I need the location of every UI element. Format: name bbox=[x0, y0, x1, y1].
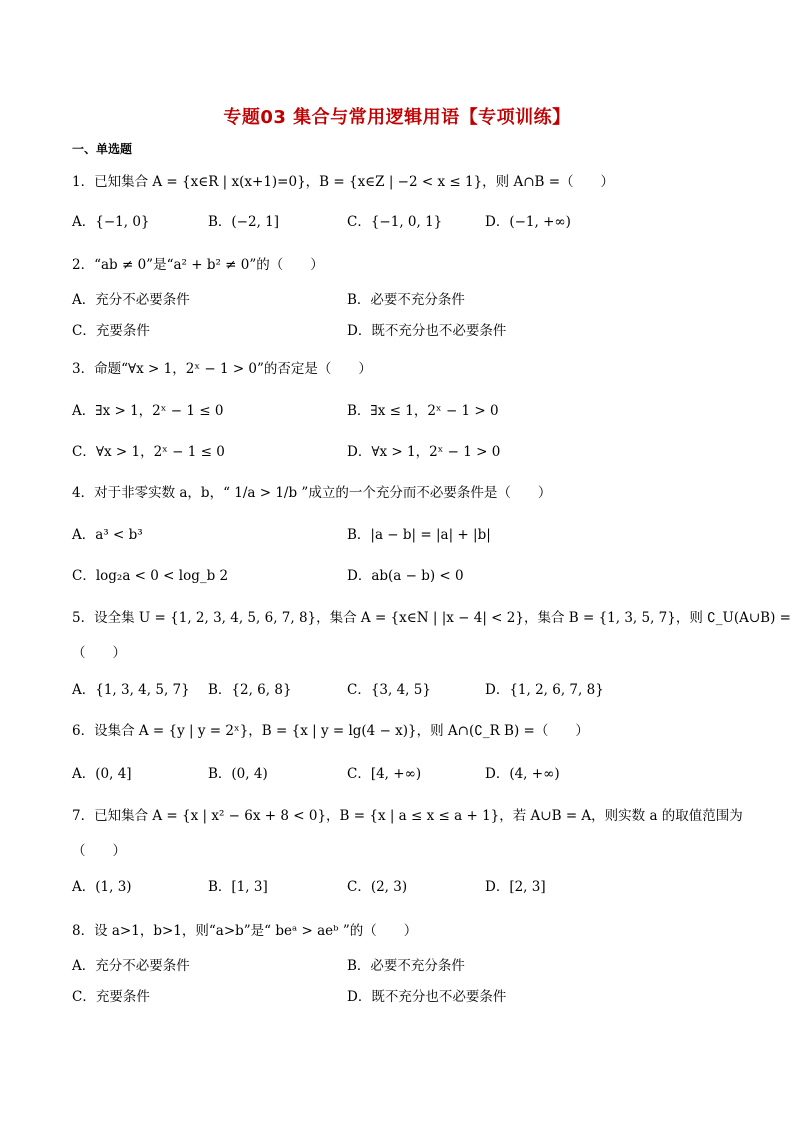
question-4-option-a: A．a³ < b³ bbox=[72, 527, 143, 543]
question-8-option-b: B．必要不充分条件 bbox=[347, 958, 465, 974]
question-1-option-a: A．{−1, 0} bbox=[72, 214, 150, 230]
question-2-option-d: D．既不充分也不必要条件 bbox=[347, 323, 507, 339]
question-4-option-d: D．ab(a − b) < 0 bbox=[347, 568, 464, 584]
question-4-option-b: B．|a − b| = |a| + |b| bbox=[347, 527, 491, 543]
question-1-option-d: D．(−1, +∞) bbox=[485, 214, 571, 230]
question-4-option-c: C．log₂a < 0 < log_b 2 bbox=[72, 568, 229, 584]
question-8-option-a: A．充分不必要条件 bbox=[72, 958, 190, 974]
question-1-option-c: C．{−1, 0, 1} bbox=[347, 214, 443, 230]
question-7-option-a: A．(1, 3) bbox=[72, 879, 132, 895]
question-8-option-d: D．既不充分也不必要条件 bbox=[347, 989, 507, 1005]
question-3-option-b: B．∃x ≤ 1，2ˣ − 1 > 0 bbox=[347, 403, 499, 419]
question-1-stem: 1．已知集合 A = {x∈R | x(x+1)=0}，B = {x∈Z | −2 < x ≤ 1}，则 A∩B =（ ） bbox=[72, 174, 615, 190]
question-3-stem: 3．命题“∀x > 1，2ˣ − 1 > 0”的否定是（ ） bbox=[72, 361, 372, 377]
question-7-option-c: C．(2, 3) bbox=[347, 879, 408, 895]
question-5-stem: 5．设全集 U = {1, 2, 3, 4, 5, 6, 7, 8}，集合 A = {x∈N | |x − 4| < 2}，集合 B = {1, 3, 5, 7}，则 ∁_U(A∪B) = bbox=[72, 610, 791, 626]
question-5-option-d: D．{1, 2, 6, 7, 8} bbox=[485, 682, 604, 698]
question-2-stem: 2．“ab ≠ 0”是“a² + b² ≠ 0”的（ ） bbox=[72, 257, 324, 273]
question-3-option-c: C．∀x > 1，2ˣ − 1 ≤ 0 bbox=[72, 444, 225, 460]
question-2-option-c: C．充要条件 bbox=[72, 323, 150, 339]
question-7-option-b: B．[1, 3] bbox=[208, 879, 268, 895]
question-4-stem: 4．对于非零实数 a，b，“ 1/a > 1/b ”成立的一个充分而不必要条件是（ ） bbox=[72, 485, 552, 501]
section-heading: 一、单选题 bbox=[72, 142, 133, 156]
question-8-option-c: C．充要条件 bbox=[72, 989, 150, 1005]
question-6-option-c: C．[4, +∞) bbox=[347, 766, 422, 782]
question-1-option-b: B．(−2, 1] bbox=[208, 214, 280, 230]
question-6-stem: 6．设集合 A = {y | y = 2ˣ}，B = {x | y = lg(4 − x)}，则 A∩(∁_R B) =（ ） bbox=[72, 723, 589, 739]
question-6-option-a: A．(0, 4] bbox=[72, 766, 132, 782]
question-5-option-b: B．{2, 6, 8} bbox=[208, 682, 292, 698]
page-title: 专题03 集合与常用逻辑用语【专项训练】 bbox=[223, 107, 571, 128]
question-5-option-a: A．{1, 3, 4, 5, 7} bbox=[72, 682, 190, 698]
question-6-option-d: D．(4, +∞) bbox=[485, 766, 560, 782]
question-6-option-b: B．(0, 4) bbox=[208, 766, 268, 782]
question-5-stem-continued: （ ） bbox=[72, 645, 126, 661]
question-8-stem: 8．设 a>1，b>1，则“a>b”是“ beᵃ > aeᵇ ”的（ ） bbox=[72, 923, 418, 939]
question-5-option-c: C．{3, 4, 5} bbox=[347, 682, 431, 698]
question-2-option-b: B．必要不充分条件 bbox=[347, 292, 465, 308]
question-2-option-a: A．充分不必要条件 bbox=[72, 292, 190, 308]
question-3-option-d: D．∀x > 1，2ˣ − 1 > 0 bbox=[347, 444, 501, 460]
question-7-stem-continued: （ ） bbox=[72, 843, 126, 859]
question-7-option-d: D．[2, 3] bbox=[485, 879, 546, 895]
question-7-stem: 7．已知集合 A = {x | x² − 6x + 8 < 0}，B = {x | a ≤ x ≤ a + 1}，若 A∪B = A，则实数 a 的取值范围为 bbox=[72, 808, 743, 824]
question-3-option-a: A．∃x > 1，2ˣ − 1 ≤ 0 bbox=[72, 403, 224, 419]
